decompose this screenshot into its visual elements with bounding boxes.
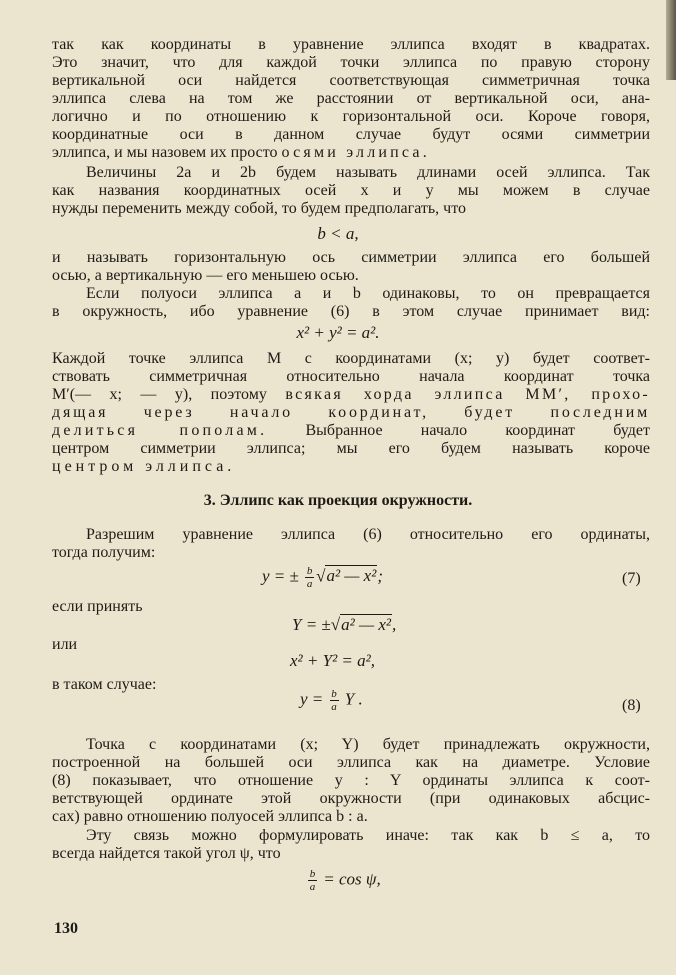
fraction-numerator: b bbox=[331, 688, 337, 700]
text-line: сах) равно отношению полуосей эллипса b : a. bbox=[52, 808, 368, 825]
text-line bbox=[52, 422, 650, 440]
radicand: a² — x² bbox=[326, 566, 377, 586]
fraction-numerator: b bbox=[306, 565, 313, 577]
text-line: в таком случае: bbox=[52, 676, 157, 693]
spaced-emphasis: делиться пополам. bbox=[52, 422, 268, 439]
formula-tail: , bbox=[391, 615, 397, 634]
text-fragment: эллипса, и мы назовем их просто bbox=[52, 144, 278, 161]
radical-sign: √ bbox=[316, 566, 326, 586]
formula-lhs: Y = ± bbox=[292, 615, 331, 634]
formula-circle: x² + y² = a². bbox=[296, 323, 380, 342]
text-line: центром симметрии эллипса; мы его будем называть короче bbox=[52, 440, 650, 457]
formula-lhs: y = bbox=[300, 689, 324, 709]
text-line: в окружность, ибо уравнение (6) в этом случае принимает вид: bbox=[52, 303, 650, 320]
formula-lhs: y = ± bbox=[262, 566, 299, 586]
text-line: Величины 2a и 2b будем называть длинами осей эллипса. Так bbox=[86, 164, 650, 181]
fraction-b-over-a bbox=[305, 565, 314, 590]
fraction-b-over-a bbox=[308, 868, 317, 893]
formula-circle-Y: x² + Y² = a², bbox=[290, 651, 375, 670]
fraction-denominator: a bbox=[331, 701, 337, 713]
formula-cos bbox=[306, 868, 381, 893]
spaced-emphasis: всякая хорда эллипса MM′, прохо- bbox=[285, 386, 651, 403]
equation-number-8: (8) bbox=[622, 697, 641, 714]
fraction-denominator: a bbox=[306, 578, 313, 590]
text-line: вертикальной оси найдется соответствующая симметричная точка bbox=[52, 72, 650, 89]
text-line: ветствующей ординате этой окружности (при одинаковых абсцис- bbox=[52, 790, 650, 807]
section-heading: 3. Эллипс как проекция окружности. bbox=[203, 492, 473, 509]
text-fragment: M′(— x; — y), поэтому bbox=[52, 386, 267, 403]
radical-sign: √ bbox=[330, 615, 341, 634]
spaced-emphasis: осями эллипса. bbox=[281, 144, 430, 161]
text-line: построенной на большей оси эллипса как на диаметре. Условие bbox=[52, 754, 650, 771]
text-line: осью, а вертикальную — его меньшею осью. bbox=[52, 267, 359, 284]
fraction-denominator: a bbox=[309, 881, 316, 893]
text-line: логично и по отношению к горизонтальной оси. Короче говоря, bbox=[52, 108, 650, 125]
text-line: если принять bbox=[52, 598, 143, 615]
formula-tail: Y . bbox=[344, 689, 363, 709]
text-line: или bbox=[52, 636, 78, 653]
text-line: (8) показывает, что отношение y : Y ординаты эллипса к соот- bbox=[52, 772, 650, 789]
page-number: 130 bbox=[54, 920, 78, 937]
text-line: координатные оси в данном случае будут осями симметрии bbox=[52, 126, 650, 143]
text-line: центром эллипса. bbox=[52, 458, 236, 475]
formula-Y bbox=[292, 614, 396, 635]
text-line bbox=[52, 386, 650, 404]
text-line: Точка с координатами (x; Y) будет принадлежать окружности, bbox=[86, 736, 650, 753]
formula-tail: = cos ψ, bbox=[323, 869, 381, 889]
text-line: Если полуоси эллипса a и b одинаковы, то он превращается bbox=[86, 285, 650, 302]
text-line: всегда найдется такой угол ψ, что bbox=[52, 845, 281, 862]
text-line: Эту связь можно формулировать иначе: так как b ≤ a, то bbox=[86, 827, 650, 844]
text-line: Каждой точке эллипса M с координатами (x; y) будет соответ- bbox=[52, 350, 650, 367]
text-line: Это значит, что для каждой точки эллипса по правую сторону bbox=[52, 54, 650, 71]
text-line: как названия координатных осей x и y мы можем в случае bbox=[52, 182, 650, 199]
equation-number-7: (7) bbox=[622, 570, 641, 587]
formula-8 bbox=[300, 688, 363, 713]
text-line: эллипса слева на том же расстоянии от вертикальной оси, ана- bbox=[52, 90, 650, 107]
fraction-numerator: b bbox=[309, 868, 316, 880]
text-line: ствовать симметричная относительно начала координат точка bbox=[52, 368, 650, 385]
radicand: a² — x² bbox=[341, 615, 391, 634]
text-line: Разрешим уравнение эллипса (6) относительно его ординаты, bbox=[86, 526, 650, 543]
fraction-b-over-a bbox=[330, 688, 339, 713]
text-line: нужды переменить между собой, то будем предполагать, что bbox=[52, 200, 466, 217]
text-line: так как координаты в уравнение эллипса входят в квадратах. bbox=[52, 36, 650, 53]
text-line: и называть горизонтальную ось симметрии эллипса его большей bbox=[52, 249, 650, 266]
formula-tail: ; bbox=[377, 566, 383, 586]
formula-7 bbox=[262, 565, 383, 590]
text-line: дящая через начало координат, будет последним bbox=[52, 404, 650, 421]
page-edge-shadow bbox=[666, 0, 676, 80]
formula-b-lt-a: b < a, bbox=[317, 224, 359, 243]
text-fragment: Выбранное начало координат будет bbox=[305, 422, 650, 439]
text-line bbox=[52, 144, 650, 162]
text-line: тогда получим: bbox=[52, 544, 156, 561]
